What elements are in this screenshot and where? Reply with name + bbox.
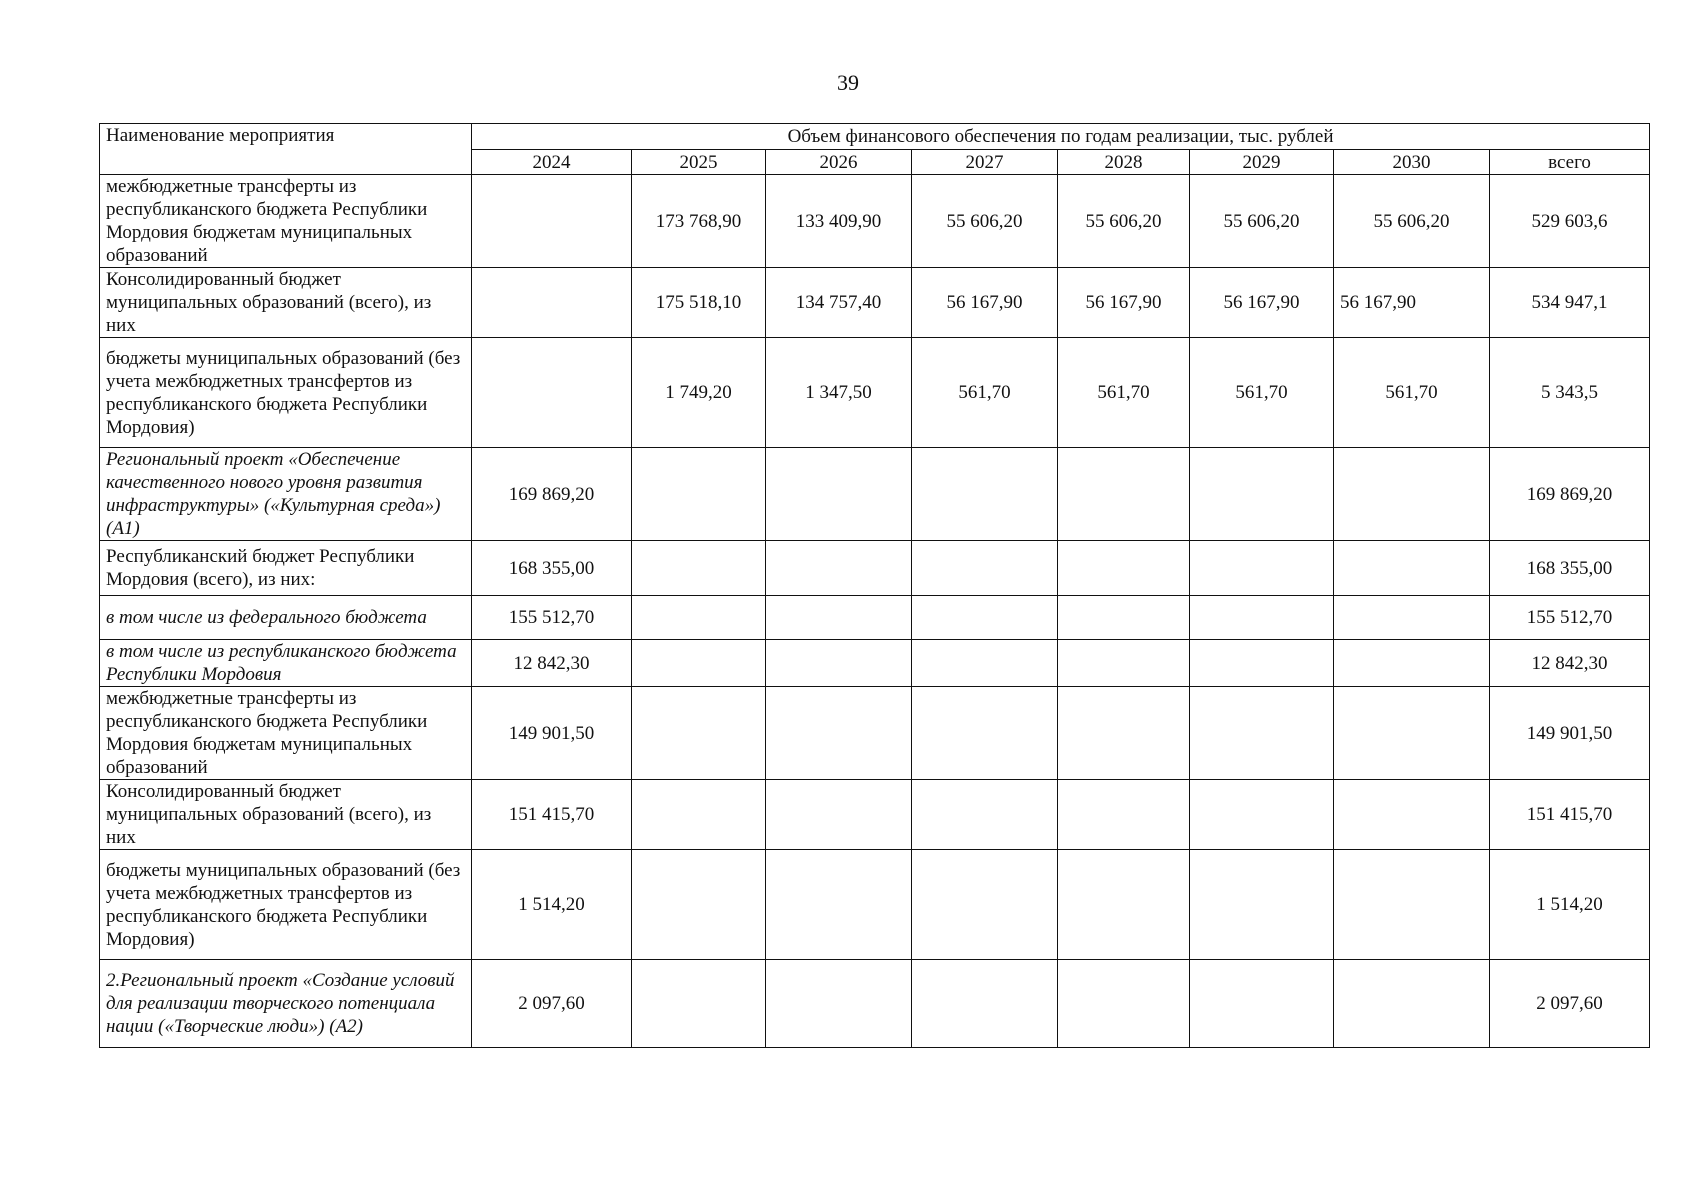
value-cell: 1 347,50 [766,338,912,448]
value-cell: 56 167,90 [1334,268,1490,338]
value-cell [766,640,912,687]
value-cell: 561,70 [1190,338,1334,448]
value-cell: 55 606,20 [1334,175,1490,268]
value-cell [632,448,766,541]
value-cell [766,960,912,1048]
value-cell [912,687,1058,780]
table-row [100,960,1650,1048]
value-cell [1058,448,1190,541]
table-row [100,338,1650,448]
value-cell [766,780,912,850]
value-cell [912,448,1058,541]
value-cell [1334,850,1490,960]
value-cell: 149 901,50 [472,687,632,780]
value-cell [632,780,766,850]
value-cell: 155 512,70 [1490,596,1650,640]
year-header: 2029 [1190,150,1334,175]
value-cell: 134 757,40 [766,268,912,338]
year-header: 2024 [472,150,632,175]
value-cell: 1 749,20 [632,338,766,448]
value-cell [1334,960,1490,1048]
value-cell [472,338,632,448]
budget-table [99,123,1650,1048]
value-cell [766,687,912,780]
table-row [100,850,1650,960]
value-cell: 169 869,20 [472,448,632,541]
year-header: 2030 [1334,150,1490,175]
value-cell [472,268,632,338]
value-cell [912,960,1058,1048]
table-row [100,268,1650,338]
value-cell [1058,850,1190,960]
value-cell: 561,70 [912,338,1058,448]
value-cell [472,175,632,268]
value-cell [1058,960,1190,1048]
value-cell [912,596,1058,640]
value-cell: 534 947,1 [1490,268,1650,338]
value-cell: 1 514,20 [472,850,632,960]
value-cell [1058,541,1190,596]
row-name: в том числе из республиканского бюджета Республики Мордовия [100,640,472,687]
row-name: Консолидированный бюджет муниципальных образований (всего), из них [100,268,472,338]
value-cell [912,780,1058,850]
row-name: Республиканский бюджет Республики Мордовия (всего), из них: [100,541,472,596]
name-column-header: Наименование мероприятия [100,124,472,175]
value-cell: 5 343,5 [1490,338,1650,448]
value-cell: 56 167,90 [1058,268,1190,338]
value-cell [1190,960,1334,1048]
value-cell [1058,596,1190,640]
value-cell: 12 842,30 [1490,640,1650,687]
row-name: Региональный проект «Обеспечение качественного нового уровня развития инфраструктуры» («Культурная среда») (А1) [100,448,472,541]
value-cell: 561,70 [1058,338,1190,448]
value-cell: 12 842,30 [472,640,632,687]
value-cell: 55 606,20 [1190,175,1334,268]
value-cell [1190,541,1334,596]
value-cell [912,850,1058,960]
value-cell: 151 415,70 [1490,780,1650,850]
year-header: 2027 [912,150,1058,175]
value-cell [912,541,1058,596]
value-cell: 1 514,20 [1490,850,1650,960]
table-row [100,596,1650,640]
value-cell [632,541,766,596]
value-cell [766,596,912,640]
value-cell [632,640,766,687]
value-cell [632,596,766,640]
value-cell [1334,687,1490,780]
value-cell: 175 518,10 [632,268,766,338]
value-cell: 169 869,20 [1490,448,1650,541]
value-cell [1334,448,1490,541]
value-cell [1190,780,1334,850]
value-cell [632,850,766,960]
year-header: 2026 [766,150,912,175]
value-cell: 55 606,20 [1058,175,1190,268]
value-cell: 168 355,00 [472,541,632,596]
value-cell: 561,70 [1334,338,1490,448]
value-cell [912,640,1058,687]
volume-heading: Объем финансового обеспечения по годам реализации, тыс. рублей [472,124,1650,150]
value-cell [1334,596,1490,640]
table-row [100,640,1650,687]
value-cell [1058,780,1190,850]
row-name: бюджеты муниципальных образований (без учета межбюджетных трансфертов из республиканского бюджета Республики Мордовия) [100,850,472,960]
table-row [100,448,1650,541]
value-cell: 2 097,60 [472,960,632,1048]
value-cell [1190,687,1334,780]
row-name: бюджеты муниципальных образований (без учета межбюджетных трансфертов из республиканского бюджета Республики Мордовия) [100,338,472,448]
value-cell: 151 415,70 [472,780,632,850]
value-cell: 529 603,6 [1490,175,1650,268]
value-cell [1190,850,1334,960]
value-cell: 133 409,90 [766,175,912,268]
row-name: межбюджетные трансферты из республиканского бюджета Республики Мордовия бюджетам муниципальных образований [100,687,472,780]
value-cell [1334,780,1490,850]
value-cell [632,687,766,780]
page-number: 39 [837,70,859,95]
table-row [100,780,1650,850]
year-header: всего [1490,150,1650,175]
value-cell: 56 167,90 [912,268,1058,338]
table-row [100,541,1650,596]
value-cell: 149 901,50 [1490,687,1650,780]
year-header: 2028 [1058,150,1190,175]
value-cell [1334,640,1490,687]
row-name: 2.Региональный проект «Создание условий для реализации творческого потенциала нации («Творческие люди») (А2) [100,960,472,1048]
row-name: межбюджетные трансферты из республиканского бюджета Республики Мордовия бюджетам муниципальных образований [100,175,472,268]
value-cell [1058,687,1190,780]
value-cell [766,541,912,596]
value-cell: 155 512,70 [472,596,632,640]
value-cell [1058,640,1190,687]
row-name: в том числе из федерального бюджета [100,596,472,640]
value-cell: 168 355,00 [1490,541,1650,596]
row-name: Консолидированный бюджет муниципальных образований (всего), из них [100,780,472,850]
value-cell [1190,448,1334,541]
value-cell: 173 768,90 [632,175,766,268]
value-cell: 56 167,90 [1190,268,1334,338]
value-cell: 55 606,20 [912,175,1058,268]
value-cell [766,850,912,960]
value-cell [766,448,912,541]
value-cell: 2 097,60 [1490,960,1650,1048]
value-cell [632,960,766,1048]
table-row [100,175,1650,268]
value-cell [1190,596,1334,640]
value-cell [1334,541,1490,596]
year-header: 2025 [632,150,766,175]
value-cell [1190,640,1334,687]
table-row [100,687,1650,780]
